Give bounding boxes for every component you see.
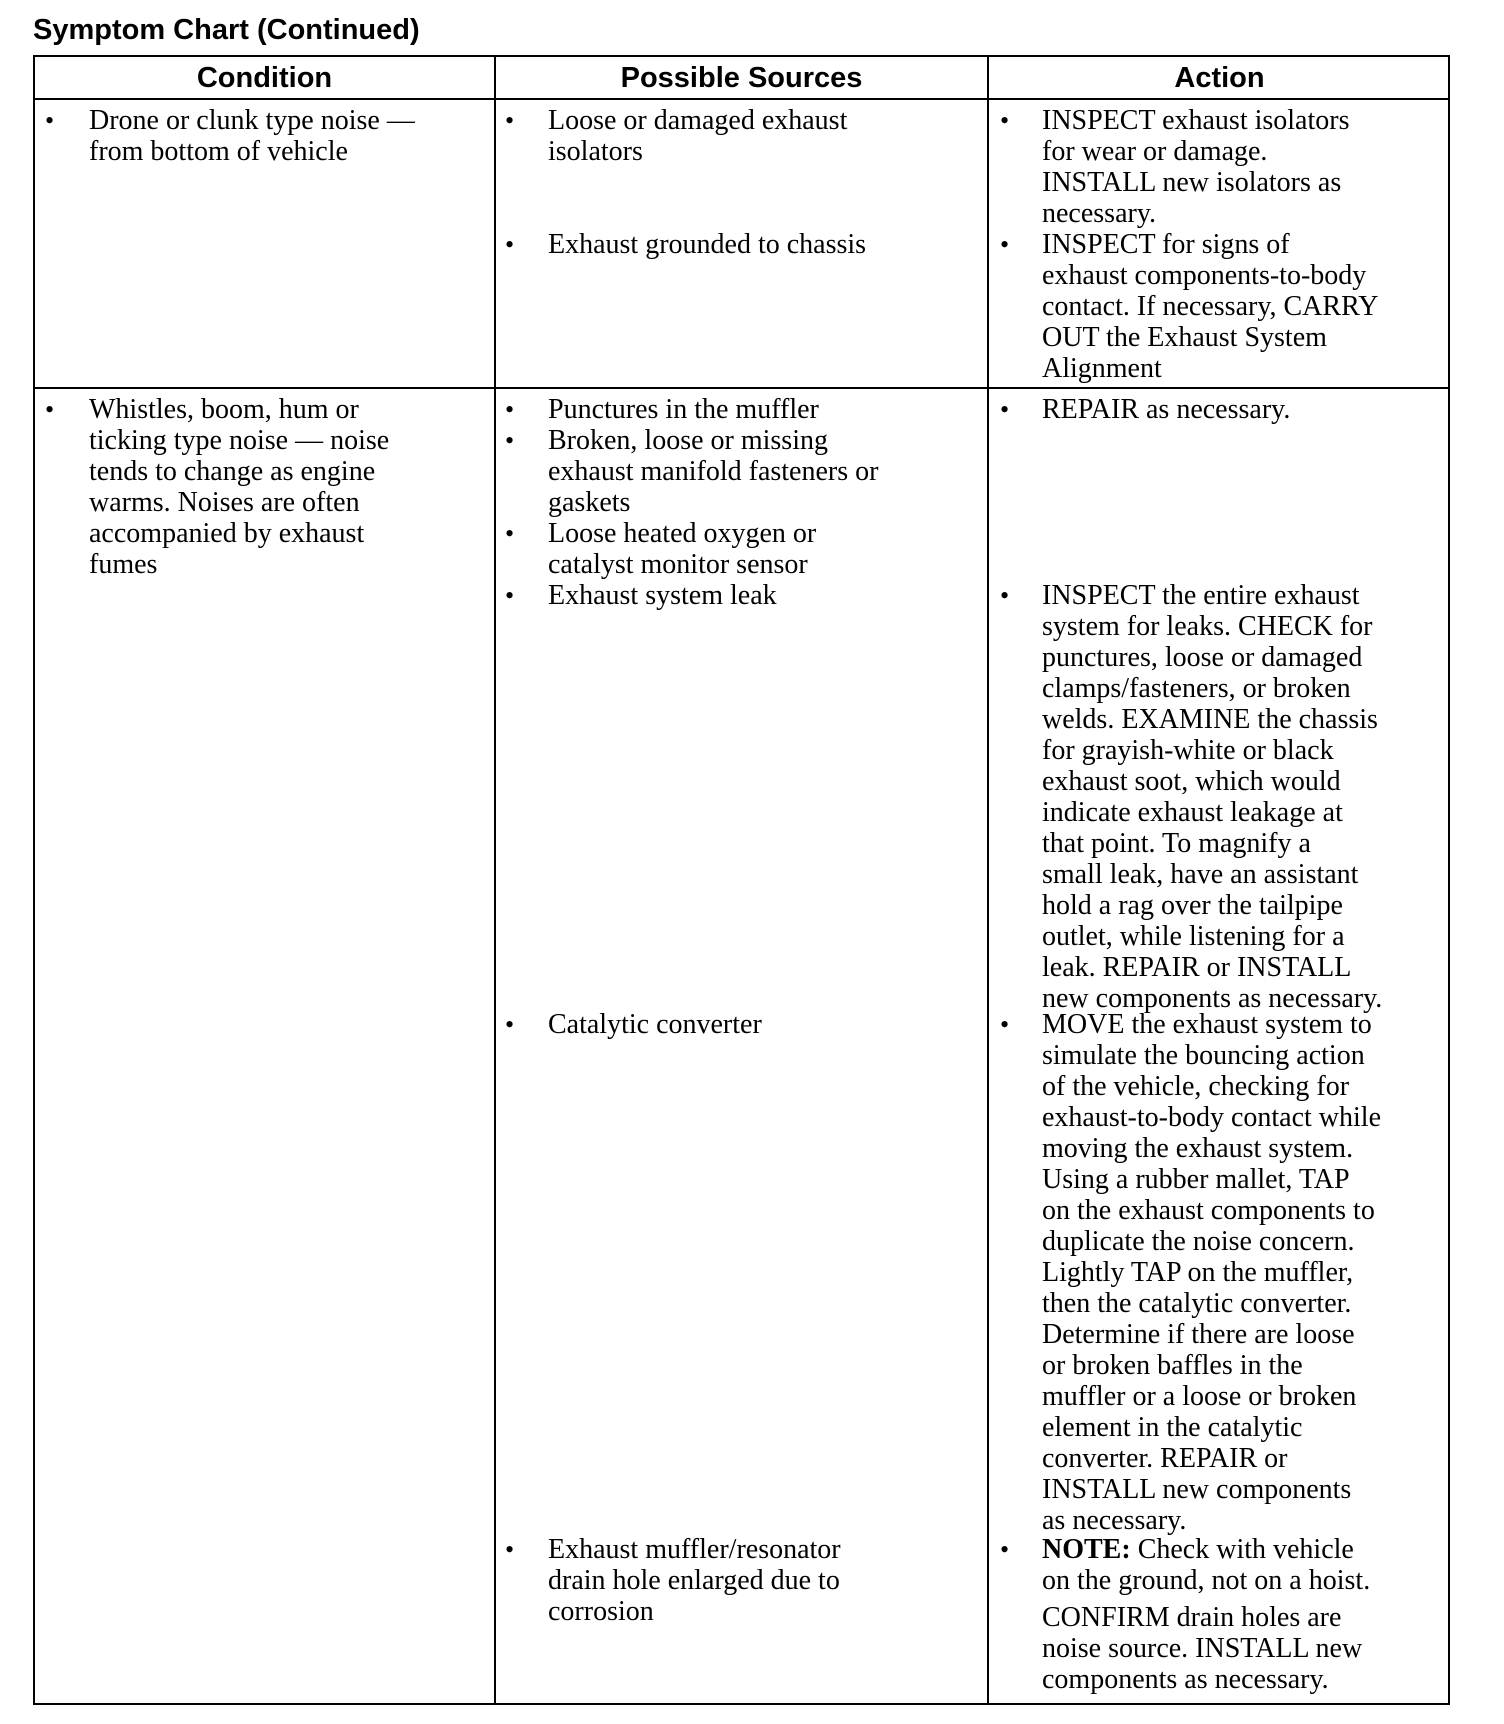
text-line: or broken baffles in the: [1042, 1350, 1303, 1381]
text-line: isolators: [548, 136, 643, 167]
column-divider: [494, 57, 496, 1703]
text-line: contact. If necessary, CARRY: [1042, 291, 1379, 322]
text-line: Determine if there are loose: [1042, 1319, 1355, 1350]
bullet-marker: •: [505, 519, 515, 548]
text-line: for wear or damage.: [1042, 136, 1268, 167]
text-line: Broken, loose or missing: [548, 425, 828, 456]
text-line: Drone or clunk type noise —: [89, 105, 415, 136]
row-divider: [35, 387, 1448, 389]
text-line: Loose heated oxygen or: [548, 518, 817, 549]
bullet-marker: •: [1000, 230, 1010, 259]
text-line: ticking type noise — noise: [89, 425, 390, 456]
text-line: tends to change as engine: [89, 456, 376, 487]
source-item: [548, 229, 866, 260]
text-line: MOVE the exhaust system to: [1042, 1009, 1372, 1040]
bullet-marker: •: [505, 106, 515, 135]
text-line: OUT the Exhaust System: [1042, 322, 1327, 353]
text-line: warms. Noises are often: [89, 487, 360, 518]
action-item: [1042, 1009, 1381, 1536]
action-item: [1042, 105, 1349, 229]
text-line: small leak, have an assistant: [1042, 859, 1359, 890]
text-line: Punctures in the muffler: [548, 394, 819, 425]
text-line: INSPECT the entire exhaust: [1042, 580, 1360, 611]
text-line: accompanied by exhaust: [89, 518, 365, 549]
action-item: [1042, 580, 1382, 1014]
condition-item: [89, 394, 389, 580]
text-line: INSPECT exhaust isolators: [1042, 105, 1350, 136]
text-line: indicate exhaust leakage at: [1042, 797, 1343, 828]
text-line: leak. REPAIR or INSTALL: [1042, 952, 1352, 983]
text-line: drain hole enlarged due to: [548, 1565, 840, 1596]
text-line: Exhaust system leak: [548, 580, 777, 611]
text-line: punctures, loose or damaged: [1042, 642, 1363, 673]
bullet-marker: •: [1000, 1010, 1010, 1039]
bullet-marker: •: [505, 426, 515, 455]
text-line: exhaust-to-body contact while: [1042, 1102, 1382, 1133]
text-line: for grayish-white or black: [1042, 735, 1334, 766]
text-line: Catalytic converter: [548, 1009, 762, 1040]
text-line: on the exhaust components to: [1042, 1195, 1375, 1226]
text-line: Using a rubber mallet, TAP: [1042, 1164, 1350, 1195]
text-line: clamps/fasteners, or broken: [1042, 673, 1351, 704]
text-line: catalyst monitor sensor: [548, 549, 808, 580]
text-line: [1042, 1534, 1370, 1565]
text-line: Exhaust muffler/resonator: [548, 1534, 841, 1565]
text-line: on the ground, not on a hoist.: [1042, 1565, 1371, 1596]
bullet-marker: •: [505, 1535, 515, 1564]
text-line: Loose or damaged exhaust: [548, 105, 848, 136]
header-action: Action: [1174, 62, 1265, 94]
text-line: system for leaks. CHECK for: [1042, 611, 1373, 642]
text-line: INSPECT for signs of: [1042, 229, 1290, 260]
bullet-marker: •: [505, 1010, 515, 1039]
header-possible-sources: Possible Sources: [620, 62, 863, 94]
source-item: [548, 105, 847, 167]
text-line: Lightly TAP on the muffler,: [1042, 1257, 1354, 1288]
source-item: [548, 394, 819, 425]
text-line: that point. To magnify a: [1042, 828, 1311, 859]
text-line: exhaust components-to-body: [1042, 260, 1367, 291]
note-text: Check with vehicle: [1130, 1534, 1354, 1565]
note-label: NOTE:: [1042, 1534, 1131, 1565]
source-item: [548, 1009, 762, 1040]
text-line: REPAIR as necessary.: [1042, 394, 1291, 425]
column-divider: [987, 57, 989, 1703]
source-item: [548, 1534, 841, 1627]
action-item: [1042, 229, 1378, 384]
text-line: as necessary.: [1042, 1505, 1187, 1536]
text-line: Whistles, boom, hum or: [89, 394, 359, 425]
bullet-marker: •: [505, 581, 515, 610]
text-line: exhaust manifold fasteners or: [548, 456, 879, 487]
text-line: noise source. INSTALL new: [1042, 1633, 1363, 1664]
text-line: necessary.: [1042, 198, 1157, 229]
text-line: from bottom of vehicle: [89, 136, 348, 167]
bullet-marker: •: [505, 395, 515, 424]
text-line: fumes: [89, 549, 158, 580]
text-line: outlet, while listening for a: [1042, 921, 1345, 952]
text-line: of the vehicle, checking for: [1042, 1071, 1350, 1102]
text-line: muffler or a loose or broken: [1042, 1381, 1357, 1412]
bullet-marker: •: [1000, 1535, 1010, 1564]
text-line: CONFIRM drain holes are: [1042, 1602, 1342, 1633]
action-item: [1042, 394, 1290, 425]
bullet-marker: •: [1000, 395, 1010, 424]
source-item: [548, 518, 816, 580]
header-condition: Condition: [196, 62, 333, 94]
text-line: then the catalytic converter.: [1042, 1288, 1352, 1319]
action-item-note: [1042, 1534, 1370, 1695]
text-line: INSTALL new isolators as: [1042, 167, 1342, 198]
text-line: Exhaust grounded to chassis: [548, 229, 867, 260]
text-line: exhaust soot, which would: [1042, 766, 1341, 797]
bullet-marker: •: [45, 395, 55, 424]
text-line: INSTALL new components: [1042, 1474, 1352, 1505]
page-title: Symptom Chart (Continued): [33, 14, 420, 46]
text-line: Alignment: [1042, 353, 1162, 384]
text-line: converter. REPAIR or: [1042, 1443, 1288, 1474]
text-line: components as necessary.: [1042, 1664, 1329, 1695]
text-line: element in the catalytic: [1042, 1412, 1303, 1443]
bullet-marker: •: [505, 230, 515, 259]
text-line: hold a rag over the tailpipe: [1042, 890, 1343, 921]
source-item: [548, 425, 878, 518]
source-item: [548, 580, 777, 611]
text-line: welds. EXAMINE the chassis: [1042, 704, 1378, 735]
text-line: simulate the bouncing action: [1042, 1040, 1365, 1071]
text-line: new components as necessary.: [1042, 983, 1383, 1014]
text-line: corrosion: [548, 1596, 654, 1627]
condition-item: [89, 105, 415, 167]
bullet-marker: •: [1000, 581, 1010, 610]
bullet-marker: •: [45, 106, 55, 135]
text-line: moving the exhaust system.: [1042, 1133, 1354, 1164]
text-line: duplicate the noise concern.: [1042, 1226, 1355, 1257]
text-line: gaskets: [548, 487, 631, 518]
bullet-marker: •: [1000, 106, 1010, 135]
